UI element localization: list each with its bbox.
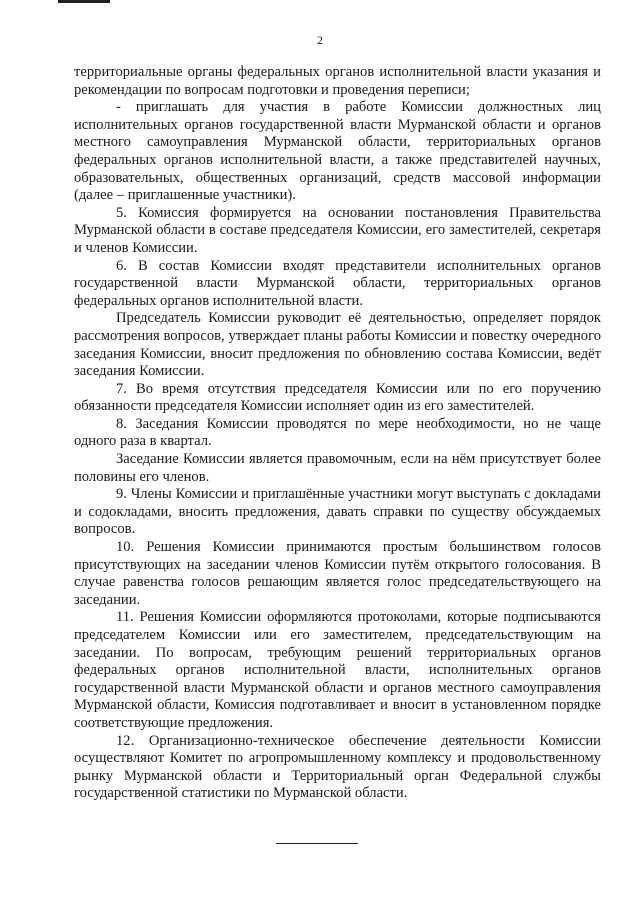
page-number: 2 (317, 33, 323, 47)
paragraph-9: 9. Члены Комиссии и приглашённые участники могут выступать с докладами и содокладами, вносить предложения, давать справки по существу обсуждаемых вопросов. (74, 486, 601, 538)
paragraph-6: 6. В состав Комиссии входят представители исполнительных органов государственной власти Мурманской области, территориальных органов федеральных органов исполнительной власти. (74, 257, 601, 309)
document-body (74, 64, 601, 803)
top-edge-mark (58, 0, 110, 3)
paragraph-5: 5. Комиссия формируется на основании постановления Правительства Мурманской области в составе председателя Комиссии, его заместителей, секретаря и членов Комиссии. (74, 204, 601, 256)
paragraph-12: 12. Организационно-техническое обеспечение деятельности Комиссии осуществляют Комитет по агропромышленному комплексу и продовольственному рынку Мурманской области и Территориальный орган Федеральной службы государственной статистики по Мурманской области. (74, 732, 601, 802)
paragraph-chairman: Председатель Комиссии руководит её деятельностью, определяет порядок рассмотрения вопросов, утверждает планы работы Комиссии и повестку очередного заседания Комиссии, вносит предложения по обновлению состава Комиссии, ведёт заседания Комиссии. (74, 310, 601, 380)
paragraph-continuation: территориальные органы федеральных органов исполнительной власти указания и рекомендации по вопросам подготовки и проведения переписи; (74, 64, 601, 98)
paragraph-quorum: Заседание Комиссии является правомочным, если на нём присутствует более половины его членов. (74, 451, 601, 485)
paragraph-invite-participants: - приглашать для участия в работе Комиссии должностных лиц исполнительных органов государственной власти Мурманской области и органов местного самоуправления Мурманской области, территориальных органов федеральных органов исполнительной власти, а также представителей научных, образовательных, общественных организаций, средств массовой информации (далее – приглашенные участники). (74, 99, 601, 204)
paragraph-10: 10. Решения Комиссии принимаются простым большинством голосов присутствующих на заседании членов Комиссии путём открытого голосования. В случае равенства голосов решающим является голос председательствующего на заседании. (74, 539, 601, 608)
paragraph-7: 7. Во время отсутствия председателя Комиссии или по его поручению обязанности председателя Комиссии исполняет один из его заместителей. (74, 380, 601, 415)
paragraph-8: 8. Заседания Комиссии проводятся по мере необходимости, но не чаще одного раза в квартал. (74, 415, 601, 450)
paragraph-11: 11. Решения Комиссии оформляются протоколами, которые подписываются председателем Комиссии или его заместителем, председательствующим на заседании. По вопросам, требующим решений территориальных органов федеральных органов исполнительной власти, исполнительных органов государственной власти Мурманской области и органов местного самоуправления Мурманской области, Комиссия подготавливает и вносит в установленном порядке соответствующие предложения. (74, 609, 601, 731)
end-rule (276, 843, 358, 844)
